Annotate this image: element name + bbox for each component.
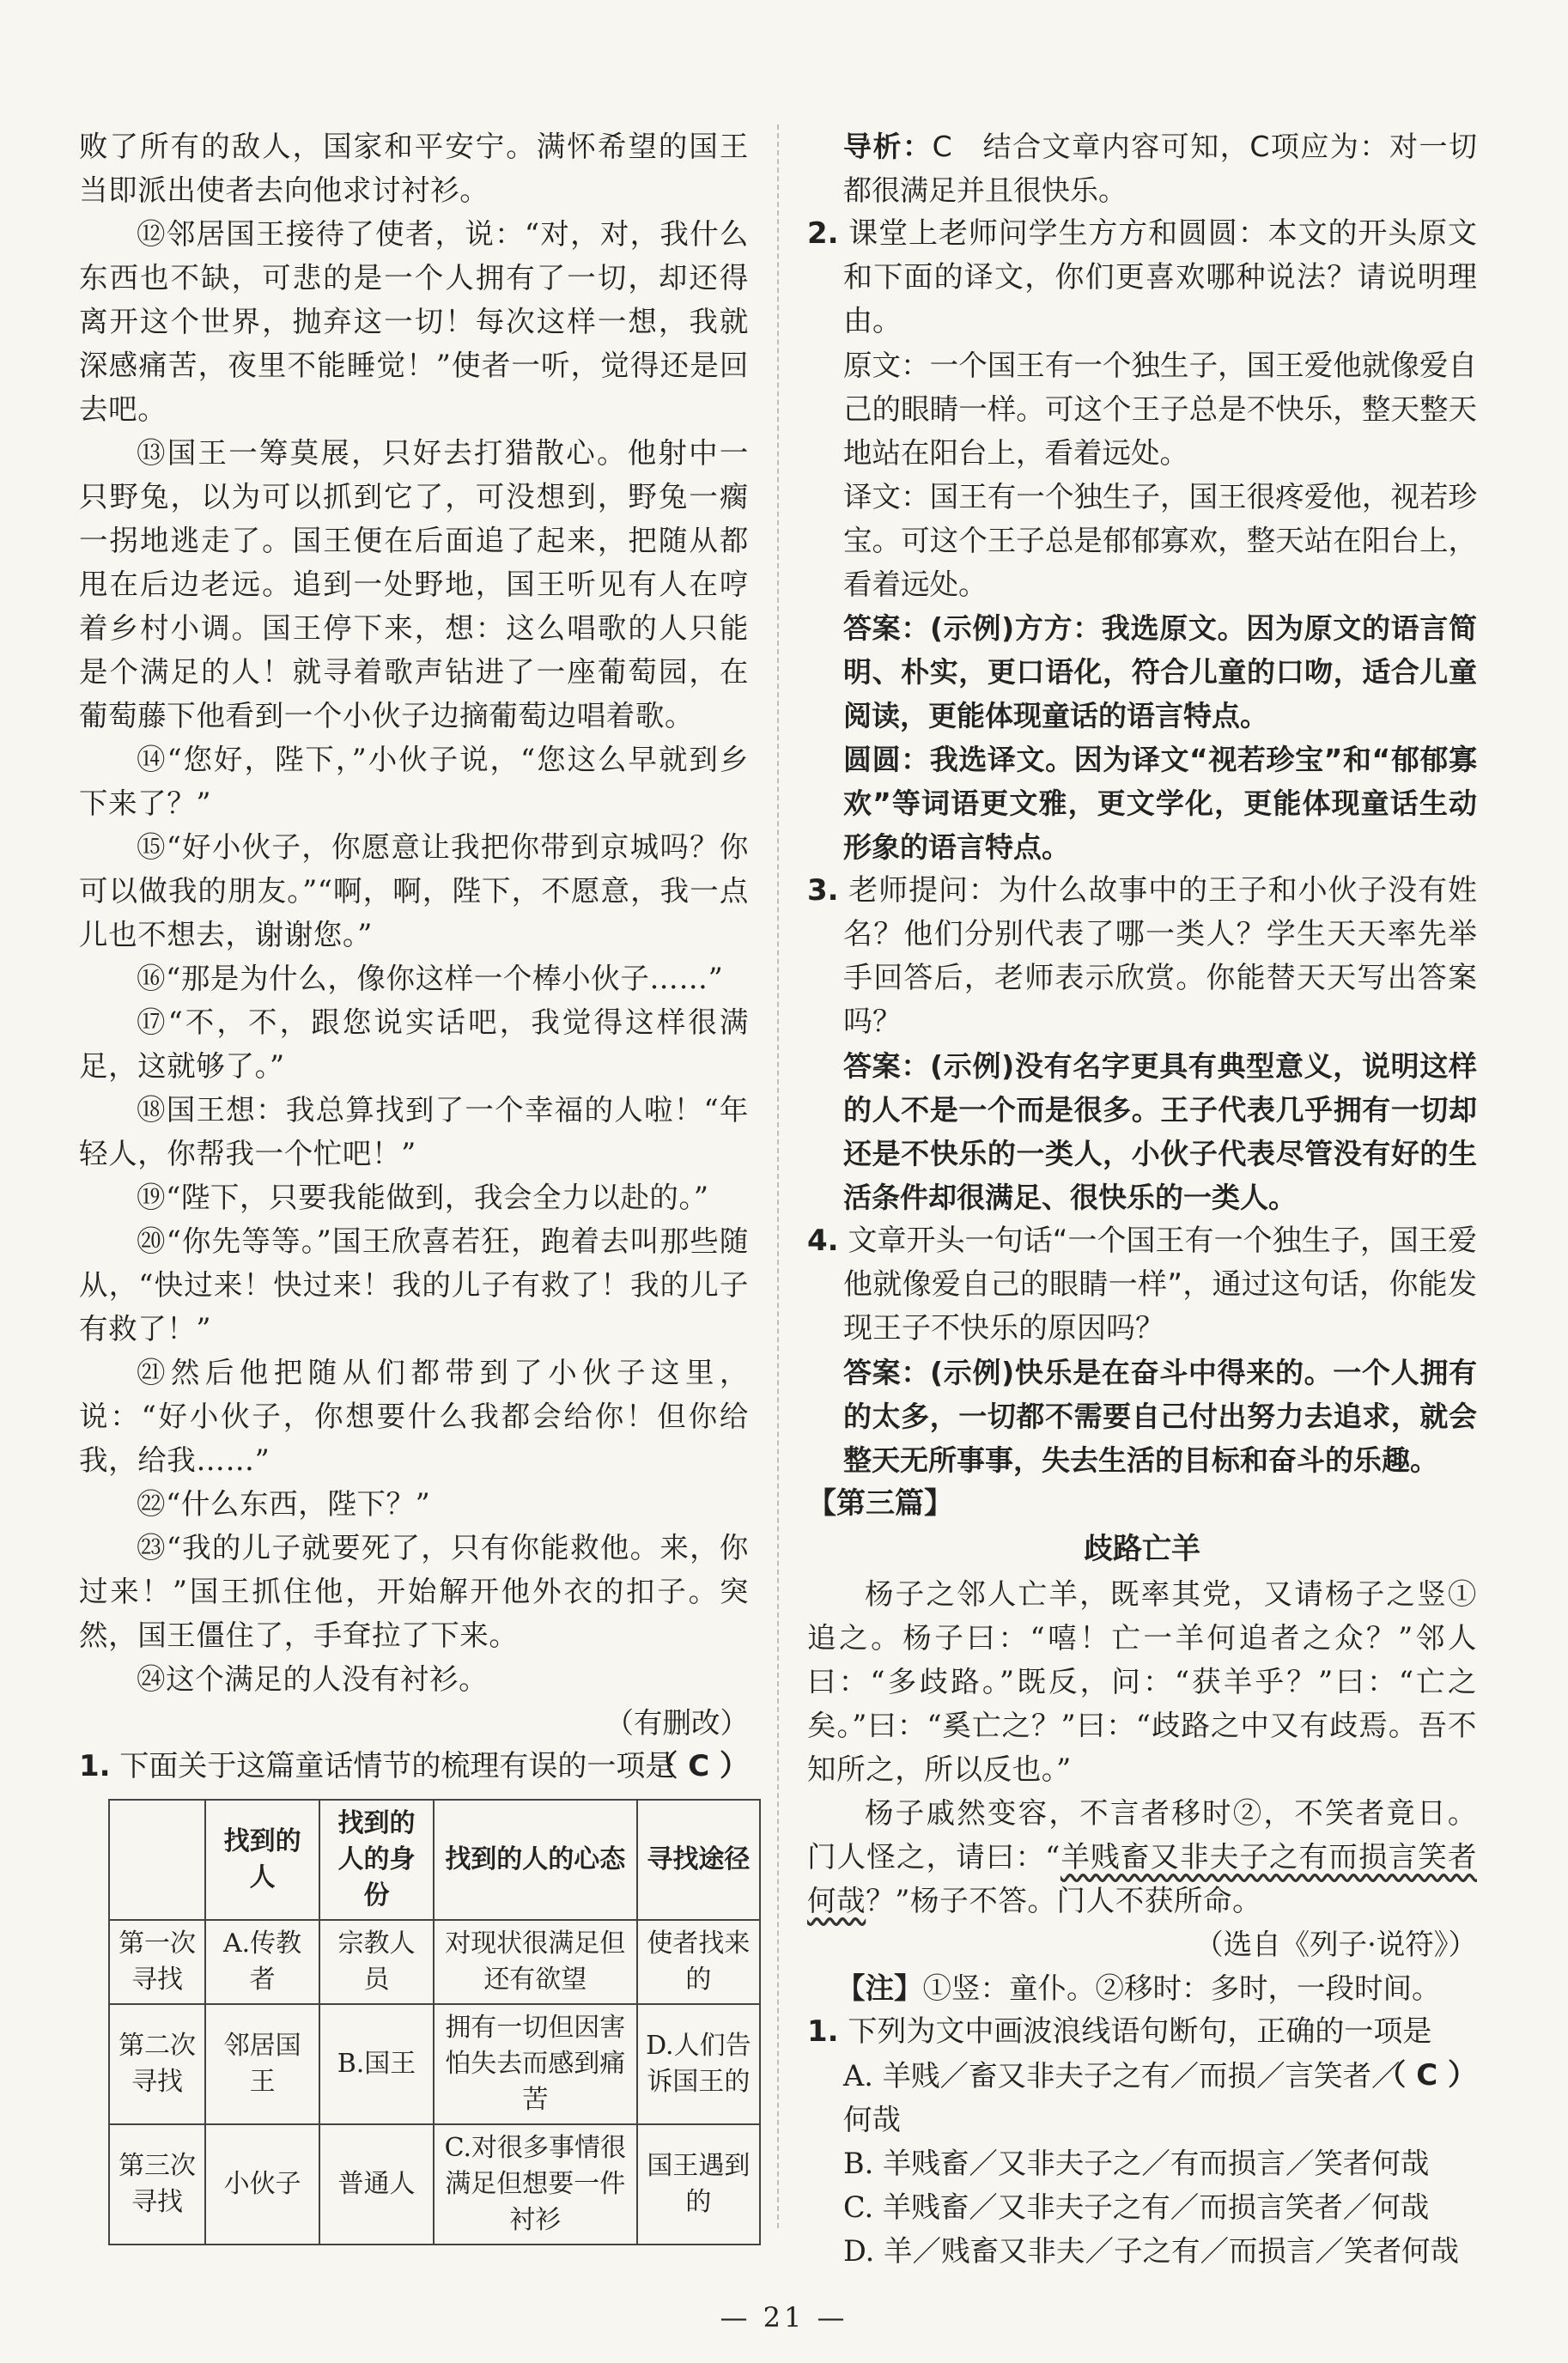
answer-text: (示例)没有名字更具有典型意义，说明这样的人不是一个而是很多。王子代表几乎拥有一切却还是不快乐的一类人，小伙子代表尽管没有好的生活条件却很满足、很快乐的一类人。 [843,1049,1478,1214]
table-cell: C.对很多事情很满足但想要一件衬衫 [434,2124,637,2245]
answer-2b: 圆圆：我选译文。因为译文“视若珍宝”和“郁郁寡欢”等词语更文雅，更文学化，更能体现童话生动形象的语言特点。 [843,743,1477,864]
answer-choice: （ C ） [1377,2058,1477,2093]
answer-choice: （ C ） [648,1749,749,1783]
table-cell: 普通人 [319,2124,434,2245]
table-header: 寻找途径 [637,1800,760,1920]
table-cell: B.国王 [319,2004,434,2124]
table-cell: 使者找来的 [637,1920,760,2004]
translated-text: 译文：国王有一个独生子，国王很疼爱他，视若珍宝。可这个王子总是郁郁寡欢，整天站在阳台上，看着远处。 [843,480,1477,601]
story-paragraph: ⑱国王想：我总算找到了一个幸福的人啦！“年轻人，你帮我一个忙吧！” [79,1093,749,1170]
table-header [109,1800,205,1920]
right-column [807,125,1477,2273]
story-paragraph: ⑬国王一筹莫展，只好去打猎散心。他射中一只野兔，以为可以抓到它了，可没想到，野兔一瘸一拐地逃走了。国王便在后面追了起来，把随从都甩在后边老远。追到一处野地，国王听见有人在哼着乡村小调。国王停下来，想：这么唱歌的人只能是个满足的人！就寻着歌声钻进了一座葡萄园，在葡萄藤下他看到一个小伙子边摘葡萄边唱着歌。 [79,436,749,732]
column-divider [777,125,779,2228]
footnote-text: ①竖：童仆。②移时：多时，一段时间。 [922,1971,1441,2005]
analysis-text: C 结合文章内容可知，C项应为：对一切都很满足并且很快乐。 [843,130,1477,207]
table-cell: A.传教者 [205,1920,319,2004]
table-header: 找到的人 [205,1800,319,1920]
question-number: 1. [79,1749,111,1783]
table-cell: 小伙子 [205,2124,319,2245]
answer-label: 答案： [843,611,931,645]
table-header-row [109,1800,760,1920]
story-paragraph: ⑰“不，不，跟您说实话吧，我觉得这样很满足，这就够了。” [79,1005,749,1083]
table-header: 找到的人的身份 [319,1800,434,1920]
story-paragraph: ⑮“好小伙子，你愿意让我把你带到京城吗？你可以做我的朋友。”“啊，啊，陛下，不愿意，我一点儿也不想去，谢谢您。” [79,830,749,951]
question-text: 下列为文中画波浪线语句断句，正确的一项是 [848,2014,1432,2049]
answer-4 [807,1351,1477,1482]
option-d: D. 羊／贱畜又非夫／子之有／而损言／笑者何哉 [843,2234,1459,2268]
table-cell: 拥有一切但因害怕失去而感到痛苦 [434,2004,637,2124]
wavy-underlined-sentence: 羊贱畜又非夫子之有而损言笑者何哉 [807,1840,1477,1917]
passage-text: 杨子戚然变容，不言者移时②，不笑者竟日。门人怪之，请曰：“ [807,1796,1477,1874]
option-b: B. 羊贱畜／又非夫子之／有而损言／笑者何哉 [843,2147,1430,2180]
table-cell: D.人们告诉国王的 [637,2004,760,2124]
table-cell: 第一次寻找 [109,1920,205,2004]
passage-paragraph [807,1791,1477,1923]
story-paragraph: ⑯“那是为什么，像你这样一个棒小伙子……” [137,962,724,995]
question-number: 1. [807,2014,839,2049]
question-3 [807,869,1477,1044]
passage-title: 歧路亡羊 [1084,1532,1200,1566]
table-cell: 国王遇到的 [637,2124,760,2245]
story-paragraph: 败了所有的敌人，国家和平安宁。满怀希望的国王当即派出使者去向他求讨衬衫。 [79,130,749,207]
table-cell: 对现状很满足但还有欲望 [434,1920,637,2004]
answer-label: 答案： [843,1356,931,1389]
story-paragraph: ⑳“你先等等。”国王欣喜若狂，跑着去叫那些随从，“快过来！快过来！我的儿子有救了！我的儿子有救了！” [79,1224,749,1346]
story-paragraph: ⑫邻居国王接待了使者，说：“对，对，我什么东西也不缺，可悲的是一个人拥有了一切，却还得离开这个世界，抛弃这一切！每次这样一想，我就深感痛苦，夜里不能睡觉！”使者一听，觉得还是回去吧。 [79,217,749,426]
question-number: 3. [807,873,839,908]
story-paragraph: ㉒“什么东西，陛下？” [137,1487,431,1521]
story-paragraph: ㉑然后他把随从们都带到了小伙子这里，说：“好小伙子，你想要什么我都会给你！但你给我，给我……” [79,1356,749,1477]
question-1-classical [807,2010,1477,2093]
answer-text: (示例)方方：我选原文。因为原文的语言简明、朴实，更口语化，符合儿童的口吻，适合儿童阅读，更能体现童话的语言特点。 [843,611,1478,732]
table-row [109,2004,760,2124]
table-row [109,1920,760,2004]
table-header: 找到的人的心态 [434,1800,637,1920]
question-2 [807,212,1477,343]
footnote [807,1966,1477,2010]
question-text: 课堂上老师问学生方方和圆圆：本文的开头原文和下面的译文，你们更喜欢哪种说法？请说明理由。 [843,216,1478,338]
question-text: 老师提问：为什么故事中的王子和小伙子没有姓名？他们分别代表了哪一类人？学生天天率先举手回答后，老师表示欣赏。你能替天天写出答案吗？ [843,873,1478,1039]
left-column [79,125,749,2245]
story-paragraph: ㉔这个满足的人没有衬衫。 [137,1662,489,1696]
analysis-1 [807,125,1477,212]
question-number: 2. [807,216,839,251]
table-row [109,2124,760,2245]
table-cell: 第三次寻找 [109,2124,205,2245]
story-paragraph: ㉓“我的儿子就要死了，只有你能救他。来，你过来！”国王抓住他，开始解开他外衣的扣子。突然，国王僵住了，手耷拉了下来。 [79,1531,749,1652]
option-c: C. 羊贱畜／又非夫子之有／而损言笑者／何哉 [843,2190,1430,2224]
story-paragraph: ⑲“陛下，只要我能做到，我会全力以赴的。” [137,1181,709,1214]
table-cell: 第二次寻找 [109,2004,205,2124]
footnote-label: 【注】 [836,1971,923,2005]
source-note: （有删改） [605,1706,749,1740]
passage-text: ？”杨子不答。门人不获所命。 [866,1884,1262,1917]
passage-paragraph: 杨子之邻人亡羊，既率其党，又请杨子之竖①追之。杨子曰：“嘻！亡一羊何追者之众？”邻人曰：“多歧路。”既反，问：“获羊乎？”曰：“亡之矣。”曰：“奚亡之？”曰：“歧路之中又有歧焉。吾不知所之，所以反也。” [807,1577,1477,1786]
page-number: — 21 — [720,2301,848,2334]
option-a: A. 羊贱／畜又非夫子之有／而损／言笑者／何哉 [843,2059,1401,2136]
answer-2a [807,606,1477,738]
original-text: 原文：一个国王有一个独生子，国王爱他就像爱自己的眼睛一样。可这个王子总是不快乐，整天整天地站在阳台上，看着远处。 [843,349,1477,470]
story-paragraph: ⑭“您好，陛下，”小伙子说，“您这么早就到乡下来了？” [79,743,749,820]
table-cell: 宗教人员 [319,1920,434,2004]
source-note: （选自《列子·说符》） [1194,1928,1477,1961]
answer-label: 答案： [843,1049,931,1083]
answer-text: (示例)快乐是在奋斗中得来的。一个人拥有的太多，一切都不需要自己付出努力去追求，就会整天无所事事，失去生活的目标和奋斗的乐趣。 [843,1356,1478,1477]
section-heading: 【第三篇】 [807,1486,953,1521]
table-cell: 邻居国王 [205,2004,319,2124]
analysis-label: 导析： [843,130,933,163]
question-1 [79,1745,749,1789]
question-number: 4. [807,1224,839,1258]
question-text: 文章开头一句话“一个国王有一个独生子，国王爱他就像爱自己的眼睛一样”，通过这句话，你能发现王子不快乐的原因吗？ [843,1224,1477,1346]
plot-table [108,1799,761,2245]
question-text: 下面关于这篇童话情节的梳理有误的一项是 [119,1749,675,1783]
question-4 [807,1219,1477,1351]
answer-3 [807,1044,1477,1219]
